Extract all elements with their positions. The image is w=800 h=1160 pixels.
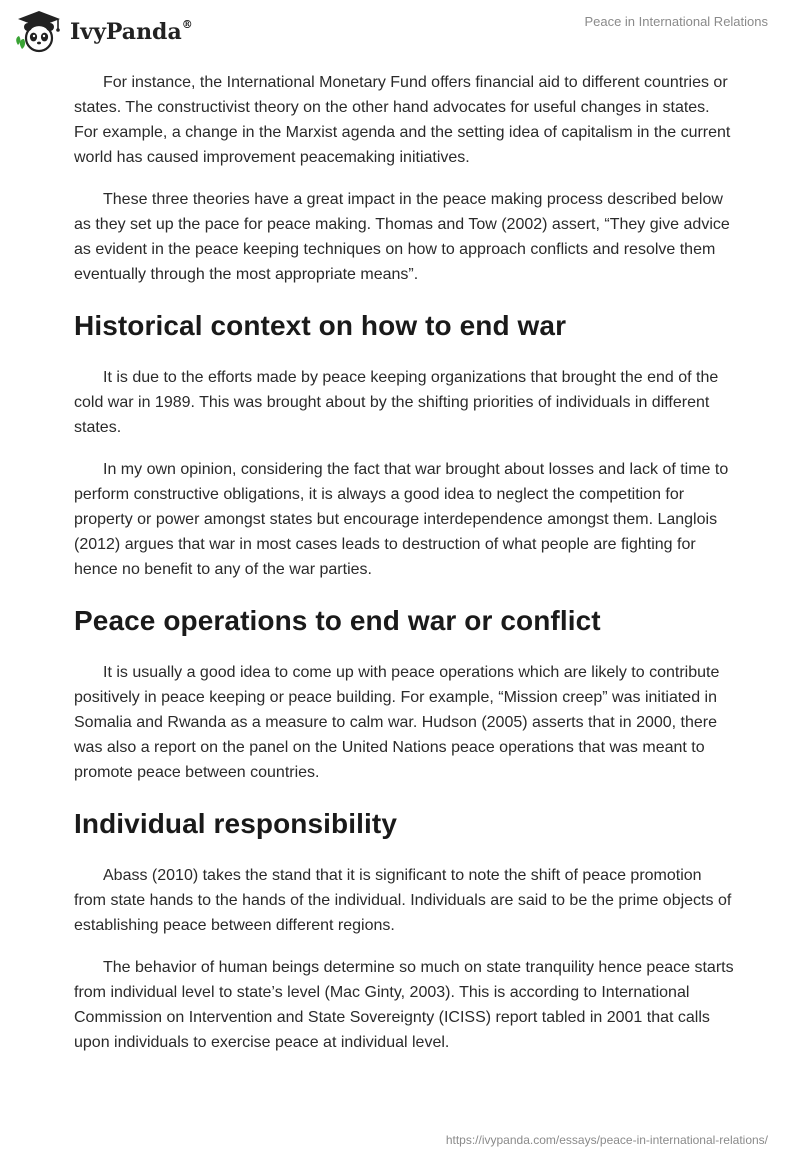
document-title: Peace in International Relations (584, 14, 768, 29)
paragraph: These three theories have a great impact in the peace making process described below as they set up the pace for peace making. Thomas and Tow (2002) assert, “They give advice as evident in the peace keeping techniques on how to approach conflicts and resolve them eventually through the most appropriate means”. (74, 191, 730, 283)
section-heading: Peace operations to end war or conflict (74, 605, 601, 636)
paragraph: For instance, the International Monetary Fund offers financial aid to different countries or states. The constructivist theory on the other hand advocates for useful changes in states. For example, a change in the Marxist agenda and the setting idea of capitalism in the current world has caused improvement peacemaking initiatives. (74, 74, 731, 166)
brand-name: IvyPanda® (70, 17, 193, 45)
source-url[interactable]: https://ivypanda.com/essays/peace-in-international-relations/ (445, 1133, 768, 1147)
section-heading: Individual responsibility (74, 808, 397, 839)
paragraph: It is due to the efforts made by peace keeping organizations that brought the end of the cold war in 1989. This was brought about by the shifting priorities of individuals in different states. (74, 369, 719, 436)
panda-graduation-cap-icon (14, 9, 64, 53)
ivypanda-logo[interactable] (14, 8, 193, 54)
essay-body (74, 70, 734, 1072)
section-heading: Historical context on how to end war (74, 310, 567, 341)
paragraph: The behavior of human beings determine so much on state tranquility hence peace starts from individual level to state’s level (Mac Ginty, 2003). This is according to International Commission on Intervention and State Sovereignty (ICISS) report tabled in 2001 that calls upon individuals to exercise peace at individual level. (74, 959, 734, 1051)
page-header (0, 0, 800, 60)
paragraph: Abass (2010) takes the stand that it is significant to note the shift of peace promotion from state hands to the hands of the individual. Individuals are said to be the prime objects of establishing peace between different regions. (74, 867, 732, 934)
paragraph: In my own opinion, considering the fact that war brought about losses and lack of time to perform constructive obligations, it is always a good idea to neglect the competition for property or power amongst states but encourage interdependence amongst them. Langlois (2012) argues that war in most cases leads to destruction of what people are fighting for hence no benefit to any of the war parties. (74, 461, 729, 578)
paragraph: It is usually a good idea to come up with peace operations which are likely to contribute positively in peace keeping or peace building. For example, “Mission creep” was initiated in Somalia and Rwanda as a measure to calm war. Hudson (2005) asserts that in 2000, there was also a report on the panel on the United Nations peace operations that was meant to promote peace between countries. (74, 664, 720, 781)
